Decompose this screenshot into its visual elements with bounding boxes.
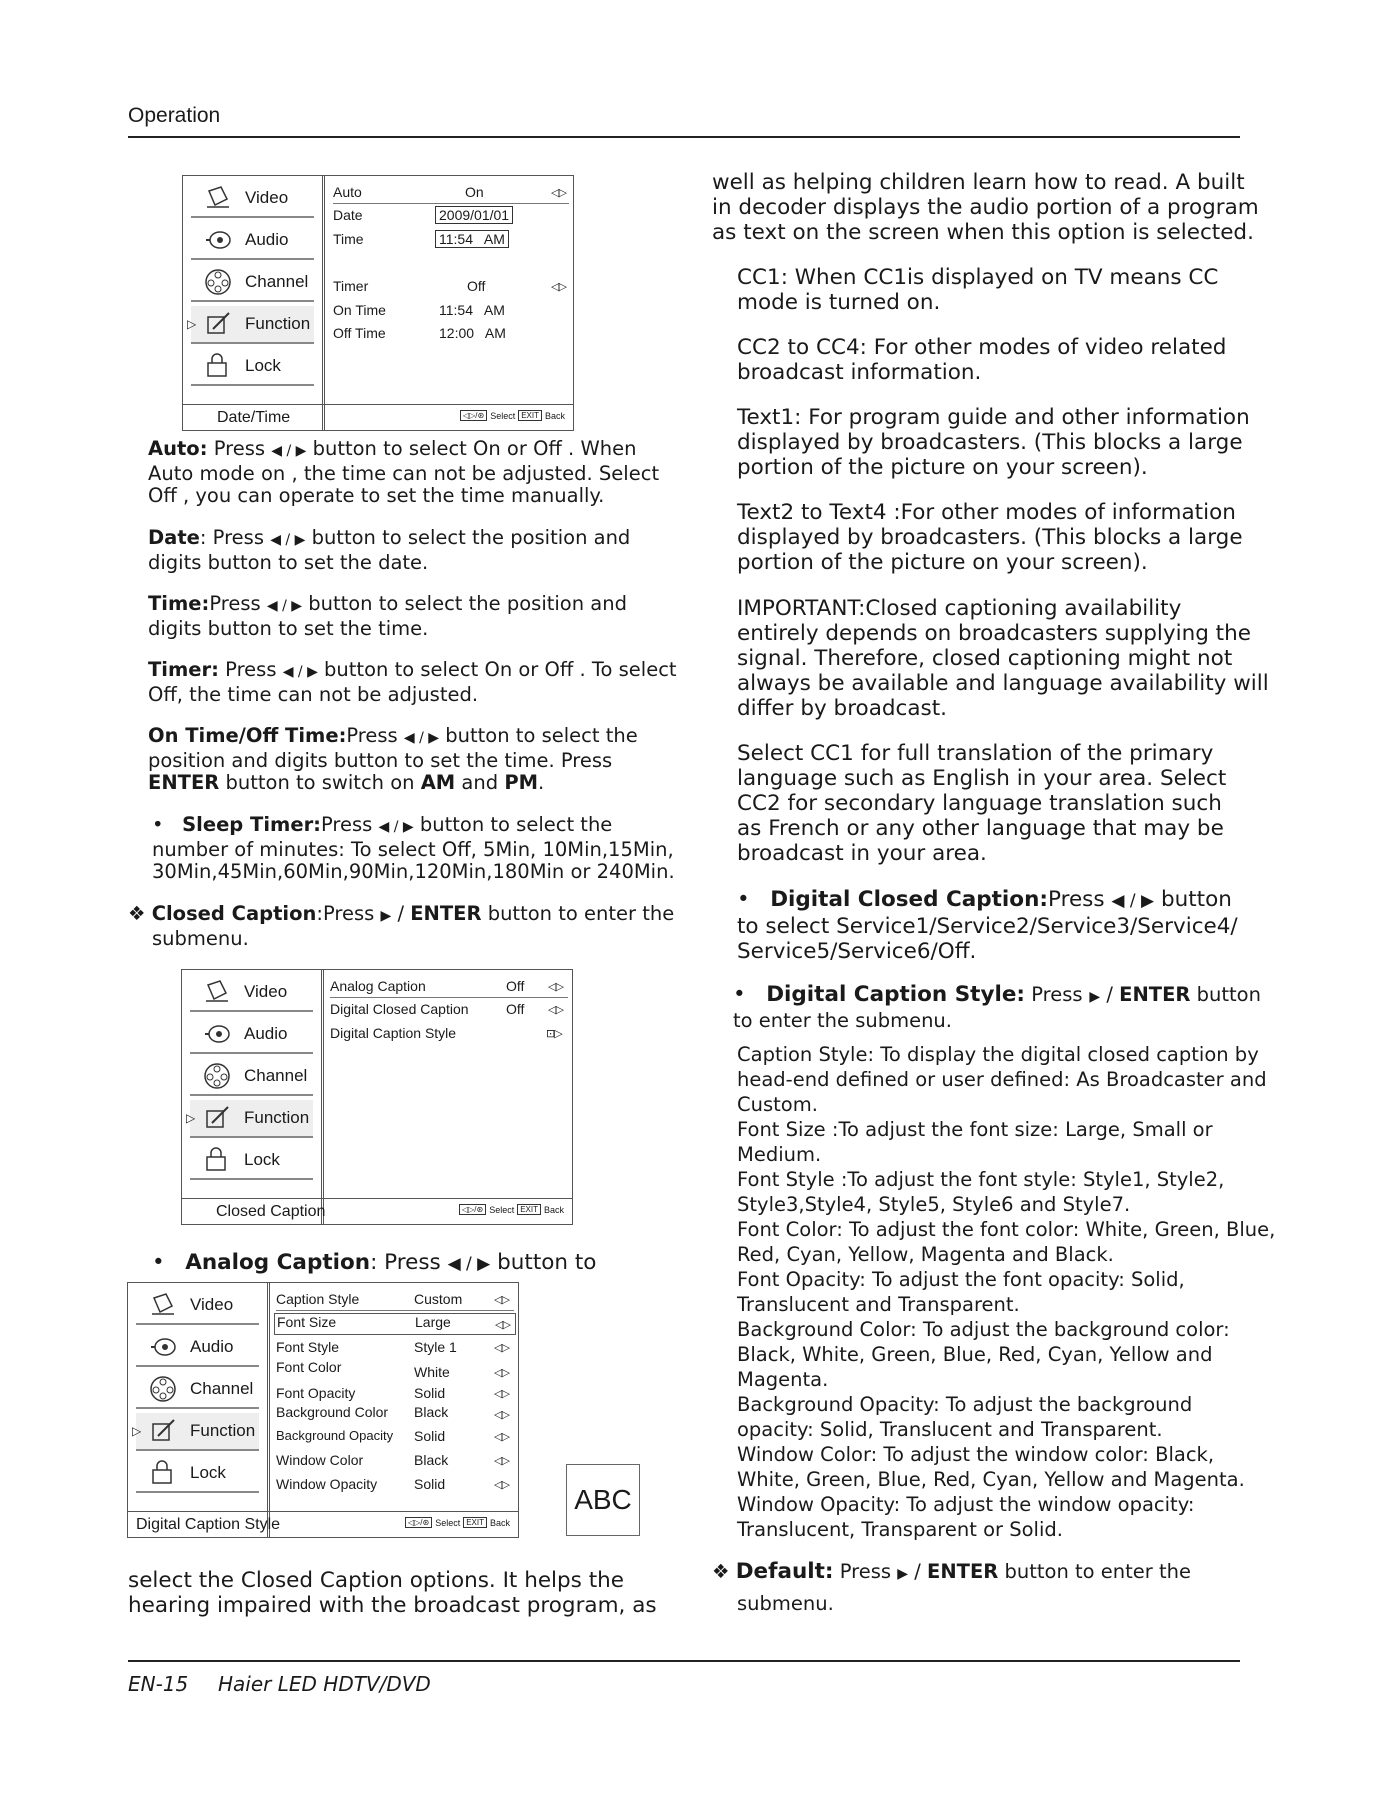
selected-caret-icon: ▷ [132,1424,142,1438]
diamond-bullet-icon: ❖ [128,902,146,925]
osd-sidebar [183,176,325,430]
nav-arrows-icon: ◁▷/⊛ [460,410,487,421]
nav-arrows-icon: ◁▷/⊛ [405,1517,432,1528]
osd-footer-title: Closed Caption [216,1203,326,1220]
channel-icon [202,1061,232,1091]
video-icon [148,1290,178,1320]
para-right-intro: well as helping children learn how to read. A built in decoder displays the audio portion of a program as text on the screen when this option is selected. [712,170,1259,245]
osd-sidebar [182,970,324,1224]
audio-icon [148,1332,178,1362]
para-analog-caption: • Analog Caption: Press ◀ / ▶ button to [152,1250,597,1275]
para-sleep-timer: • Sleep Timer:Press ◀ / ▶ button to select the number of minutes: To select Off, 5Min, 10Min,15Min, 30Min,45Min,60Min,90Min,120Min,180Min or 240Min. [152,813,675,883]
section-header: Operation [128,104,221,127]
footer-rule [128,1660,1240,1662]
para-default: ❖ Default: Press ▶ / ENTER button to enter the submenu. [712,1559,1192,1615]
sidebar-item-video[interactable]: Video [136,1287,259,1325]
sidebar-item-function[interactable]: ▷ Function [190,1100,313,1138]
audio-icon [202,1019,232,1049]
left-right-arrows-icon: ◁▷ [548,1004,563,1016]
sidebar-item-video[interactable]: Video [190,974,313,1012]
function-icon [202,1103,232,1133]
osd-footer [128,1511,518,1537]
sidebar-item-function[interactable]: ▷ Function [191,306,314,344]
para-cc1: CC1: When CC1is displayed on TV means CC mode is turned on. [737,265,1219,315]
osd-help: ◁▷/⊛ Select EXIT Back [405,1517,510,1528]
left-right-arrows-icon: ◁▷ [495,1319,510,1331]
caption-preview-box: ABC [566,1464,640,1536]
sidebar-item-audio[interactable]: Audio [190,1016,313,1054]
left-right-arrow-icon: ◀ / ▶ [266,598,303,614]
page-number: EN-15 [128,1672,189,1696]
channel-icon [203,267,233,297]
para-on-off-time: On Time/Off Time:Press ◀ / ▶ button to select the position and digits button to set the time. Press ENTER button to switch on AM and PM. [148,724,638,794]
menu-row-caption-style[interactable]: Caption Style Custom ◁▷ [276,1291,514,1311]
diamond-bullet-icon: ❖ [712,1560,730,1583]
osd-menu-datetime: Video Audio Channel ▷ Function Lock Auto On ◁▷ Date 2009/01/01 Time 11:54 AM Timer Off ◁▷ On Time 11:54 AM Off Time 12:00 AM Date/Time ◁▷/⊛ Select EXIT Back [182,175,574,431]
left-right-arrows-icon: ◁▷ [551,281,566,293]
enter-submenu-icon: ⊡▷ [546,1028,562,1040]
osd-help: ◁▷/⊛ Select EXIT Back [460,410,565,421]
header-rule [128,136,1240,138]
sidebar-item-channel[interactable]: Channel [190,1058,313,1096]
left-right-arrows-icon: ◁▷ [494,1479,509,1491]
osd-footer-title: Date/Time [217,409,291,426]
right-arrow-icon: ▶ [897,1566,909,1582]
para-important: IMPORTANT:Closed captioning availability entirely depends on broadcasters supplying the signal. Therefore, closed captioning might not always be available and language availability will differ by broadcast. [737,596,1269,721]
para-caption-style-options: Caption Style: To display the digital closed caption by head-end defined or user defined: As Broadcaster and Custom. Font Size :To adjust the font size: Large, Small or Medium. Font Style :To adjust the font style: Style1, Style2, Style3,Style4, Style5, Style6 and Style7. Font Color: To adjust the font color: White, Green, Blue, Red, Cyan, Yellow, Magenta and Black. Font Opacity: To adjust the font opacity: Solid, Translucent and Transparent. Background Color: To adjust the background color: Black, White, Green, Blue, Red, Cyan, Yellow and Magenta. Background Opacity: To adjust the background opacity: Solid, Translucent and Transparent. Window Color: To adjust the window color: Black, White, Green, Blue, Red, Cyan, Yellow and Magenta. Window Opacity: To adjust the window opacity: Translucent, Transparent or Solid. [737,1043,1276,1541]
para-digital-caption-style: • Digital Caption Style: Press ▶ / ENTER button to enter the submenu. [733,982,1261,1032]
left-right-arrows-icon: ◁▷ [494,1367,509,1379]
audio-icon [203,225,233,255]
video-icon [202,977,232,1007]
left-right-arrows-icon: ◁▷ [548,981,563,993]
function-icon [203,309,233,339]
left-right-arrows-icon: ◁▷ [494,1342,509,1354]
osd-footer-title: Digital Caption Style [136,1516,281,1533]
sidebar-item-audio[interactable]: Audio [136,1329,259,1367]
right-arrow-icon: ▶ [1089,989,1101,1005]
sidebar-item-channel[interactable]: Channel [191,264,314,302]
para-time: Time:Press ◀ / ▶ button to select the position and digits button to set the time. [148,592,627,640]
osd-help: ◁▷/⊛ Select EXIT Back [459,1204,564,1215]
para-select-cc1: Select CC1 for full translation of the primary language such as English in your area. Select CC2 for secondary language translation such as French or any other language that may be broadcast in your area. [737,741,1227,866]
left-right-arrow-icon: ◀ / ▶ [282,664,318,680]
menu-row-analog-caption[interactable]: Analog Caption Off ◁▷ [330,978,568,998]
left-right-arrows-icon: ◁▷ [494,1409,509,1421]
sidebar-item-function[interactable]: ▷ Function [136,1413,259,1451]
sidebar-item-lock[interactable]: Lock [191,348,314,386]
left-right-arrow-icon: ◀ / ▶ [1111,891,1155,911]
para-text2: Text2 to Text4 :For other modes of information displayed by broadcasters. (This blocks a large portion of the picture on your screen). [737,500,1243,575]
selected-caret-icon: ▷ [187,317,197,331]
left-right-arrow-icon: ◀ / ▶ [271,443,307,459]
osd-menu-closed-caption: Video Audio Channel ▷ Function Lock Analog Caption Off ◁▷ Digital Closed Caption Off ◁▷ Digital Caption Style ⊡▷ Closed Caption ◁▷/⊛ Select EXIT Back [181,969,573,1225]
menu-row-font-size[interactable]: Font Size Large ◁▷ [274,1313,516,1335]
sidebar-item-lock[interactable]: Lock [190,1142,313,1180]
left-right-arrows-icon: ◁▷ [494,1388,509,1400]
para-closed-caption: ❖ Closed Caption:Press ▶ / ENTER button to enter the submenu. [128,902,675,950]
lock-icon [203,351,233,381]
osd-footer [182,1198,572,1224]
left-right-arrows-icon: ◁▷ [494,1431,509,1443]
para-auto: Auto: Press ◀ / ▶ button to select On or Off . When Auto mode on , the time can not be adjusted. Select Off , you can operate to set the time manually. [148,437,660,507]
left-right-arrow-icon: ◀ / ▶ [378,819,414,835]
manual-title: Haier LED HDTV/DVD [218,1672,431,1696]
para-timer: Timer: Press ◀ / ▶ button to select On or Off . To select Off, the time can not be adjusted. [148,658,677,706]
para-cc2: CC2 to CC4: For other modes of video related broadcast information. [737,335,1227,385]
osd-footer [183,404,573,430]
para-bottom-left: select the Closed Caption options. It helps the hearing impaired with the broadcast program, as [128,1568,657,1618]
menu-row-auto[interactable]: Auto On ◁▷ [333,184,569,204]
left-right-arrows-icon: ◁▷ [494,1455,509,1467]
osd-menu-digital-caption-style: Video Audio Channel ▷ Function Lock Caption Style Custom ◁▷ Font Size Large ◁▷ Font Style Style 1 ◁▷ Font Color White ◁▷ Font Opacity Solid ◁▷ Background Color Black ◁▷ Background Opacity Solid ◁▷ Window Color Black ◁▷ Window Opacity Solid ◁▷ Digital Caption Style ◁▷/⊛ Select EXIT Back [127,1282,519,1538]
right-arrow-icon: ▶ [380,908,392,924]
sidebar-item-channel[interactable]: Channel [136,1371,259,1409]
left-right-arrow-icon: ◀ / ▶ [403,730,440,746]
left-right-arrow-icon: ◀ / ▶ [447,1254,491,1274]
left-right-arrow-icon: ◀ / ▶ [270,532,306,548]
para-text1: Text1: For program guide and other information displayed by broadcasters. (This blocks a large portion of the picture on your screen). [737,405,1250,480]
para-date: Date: Press ◀ / ▶ button to select the position and digits button to set the date. [148,526,631,574]
video-icon [203,183,233,213]
para-digital-closed-caption: • Digital Closed Caption:Press ◀ / ▶ button to select Service1/Service2/Service3/Service4/ Service5/Service6/Off. [737,887,1238,964]
lock-icon [202,1145,232,1175]
sidebar-item-lock[interactable]: Lock [136,1455,259,1493]
selected-caret-icon: ▷ [186,1111,196,1125]
nav-arrows-icon: ◁▷/⊛ [459,1204,486,1215]
lock-icon [148,1458,178,1488]
left-right-arrows-icon: ◁▷ [551,187,566,199]
left-right-arrows-icon: ◁▷ [494,1294,509,1306]
function-icon [148,1416,178,1446]
osd-sidebar [128,1283,270,1537]
channel-icon [148,1374,178,1404]
sidebar-item-video[interactable]: Video [191,180,314,218]
sidebar-item-audio[interactable]: Audio [191,222,314,260]
